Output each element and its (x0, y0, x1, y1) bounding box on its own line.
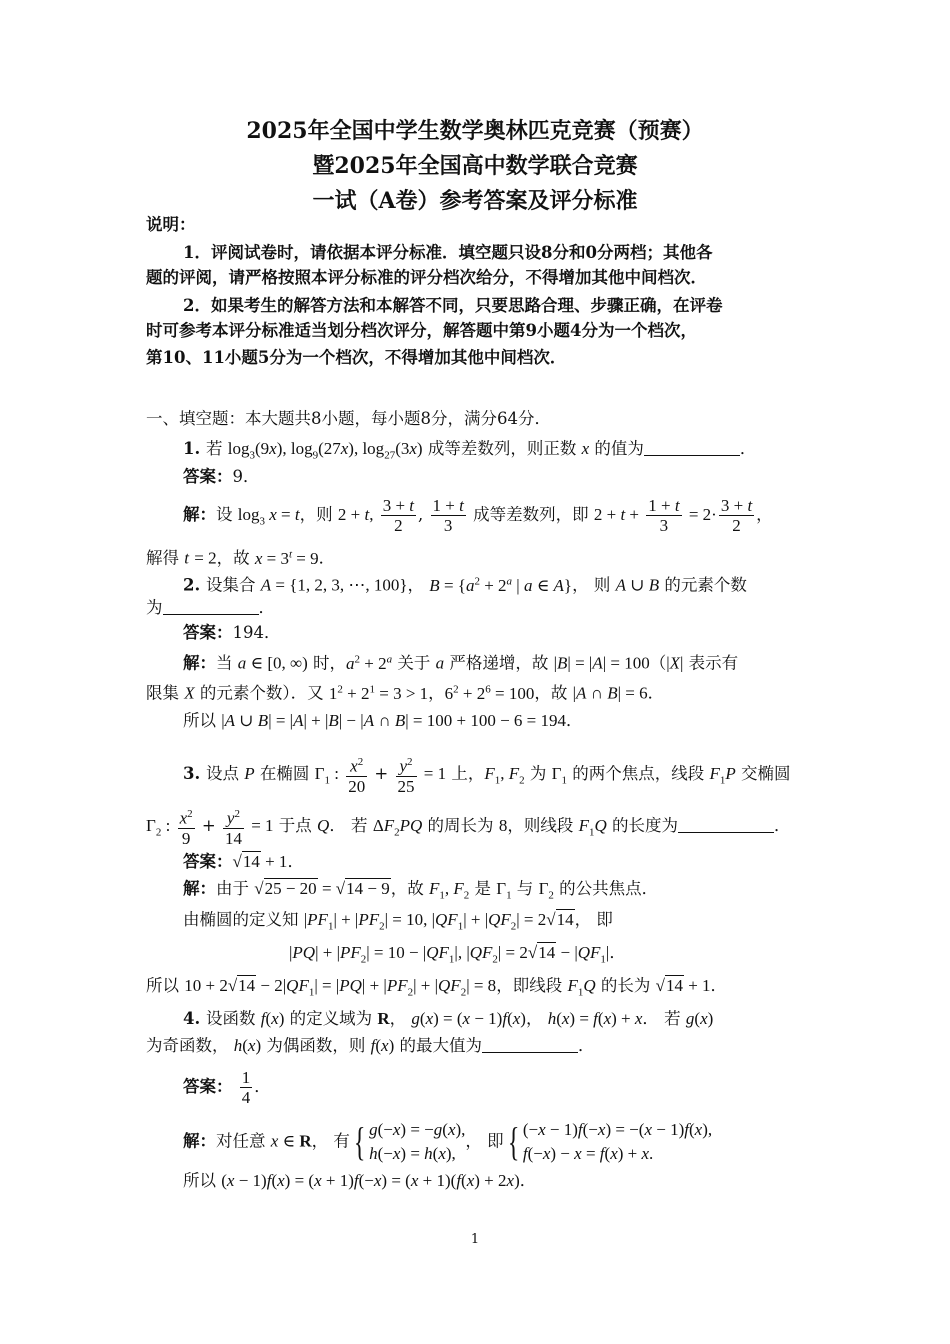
solution-3: 解：由于 √25 − 20 = √14 − 9，故 $F_1$, $F_2$ 是 $\Gamma_1$ 与 $\Gamma_2$ 的公共焦点． (183, 879, 659, 902)
answer-1: 答案：9． (183, 467, 260, 486)
title-line-3: 一试（A卷）参考答案及评分标准 (312, 188, 638, 214)
note-2-line-b: 时可参考本评分标准适当划分档次评分，解答题中第9小题4分为一个档次， (146, 321, 697, 340)
note-2-line-a: 2．如果考生的解答方法和本解答不同，只要思路合理、步骤正确，在评卷 (183, 296, 723, 315)
note-1-line-b: 题的评阅，请严格按照本评分标准的评分档次给分，不得增加其他中间档次． (146, 268, 707, 287)
answer-3: 答案：√14 + 1． (183, 852, 304, 871)
page-number: 1 (470, 1232, 480, 1247)
solution-2-end: 所以 |A ∪ B| = |A| + |B| − |A ∩ B| = 100 + 100 − 6 = 194． (183, 711, 583, 730)
section-1-heading: 一、填空题：本大题共8小题，每小题8分，满分64分． (146, 409, 551, 428)
note-1-line-a: 1．评阅试卷时，请依据本评分标准．填空题只设8分和0分两档；其他各 (183, 243, 713, 262)
problem-4: 4. 设函数 f(x) 的定义域为 R， g(x) = (x − 1)f(x)， h(x) = f(x) + x． 若 g(x) (183, 1009, 714, 1028)
title-line-1: 2025年全国中学生数学奥林匹克竞赛（预赛） (246, 118, 704, 144)
solution-1: 解：设 $\log_3 x = t$，则 2 + t, $\frac{3 + t}{2}$ , $\frac{1 + t}{3}$ 成等差数列，即 2 + t + $\frac{1 + t}{3}$ = 2· $\frac{3 + t}{2}$ ， (183, 496, 773, 535)
answer-2: 答案：194． (183, 623, 281, 642)
notes-heading: 说明： (146, 215, 196, 234)
title-line-2: 暨2025年全国高中数学联合竞赛 (312, 153, 638, 179)
problem-2: 2. 设集合 A = {1, 2, 3, ⋯, 100}， $B = \{a^2 + 2^a$ | a ∈ A}， 则 A ∪ B 的元素个数 (183, 575, 747, 595)
solution-1-cont: 解得 t = 2，故 $x = 3^t = 9$． (146, 548, 336, 568)
problem-3: 3. 设点 P 在椭圆 $\Gamma_1$ : $\frac{x^2}{20}$ + $\frac{y^2}{25}$ = 1 上，$F_1$, $F_2$ 为 $\Gamma_1$ 的两个焦点，线段 $F_1P$ 交椭圆 (183, 753, 791, 796)
solution-2: 解：当 a ∈ [0, ∞) 时，$a^2 + 2^a$ 关于 a 严格递增，故 |B| = |A| = 100（|X| 表示有 (183, 653, 739, 673)
solution-4-end: 所以 (x − 1)f(x) = (x + 1)f(−x) = (x + 1)(f(x) + 2x)． (183, 1171, 537, 1190)
problem-4-cont: 为奇函数， h(x) 为偶函数，则 f(x) 的最大值为 ． (146, 1036, 595, 1055)
solution-2-cont: 限集 X 的元素个数）．又 $1^2 + 2^1 = 3 > 1$，$6^2 + 2^6 = 100$，故 |A ∩ B| = 6． (146, 683, 665, 703)
answer-4: 答案： $\frac{1}{4}$ ． (183, 1068, 271, 1107)
solution-3-line-2: 由椭圆的定义知 $|PF_1| + |PF_2| = 10$, $|QF_1| + |QF_2| = 2√14$， 即 (183, 910, 613, 933)
solution-3-end: 所以 $10 + 2√14 - 2|QF_1| = |PQ| + |PF_2| + |QF_2| = 8$，即线段 $F_1Q$ 的长为 √14 + 1． (146, 976, 728, 999)
problem-1: 1. 若 $\log_3(9x)$, $\log_9(27x)$, $\log_{27}(3x)$ 成等差数列，则正数 x 的值为 ． (183, 439, 757, 462)
problem-2-cont: 为 ． (146, 598, 275, 617)
note-2-line-c: 第10、11小题5分为一个档次，不得增加其他中间档次． (146, 348, 567, 367)
solution-3-line-3: $|PQ| + |PF_2| = 10 - |QF_1|$, $|QF_2| = 2√14 - |QF_1|$． (289, 943, 626, 966)
problem-3-cont: $\Gamma_2$ : $\frac{x^2}{9}$ + $\frac{y^2}{14}$ = 1 于点 Q． 若 $\Delta F_2PQ$ 的周长为 8，则线段 $F_1Q$ 的长度为 ． (146, 805, 790, 848)
solution-4: 解：对任意 x ∈ R， 有{ g(−x) = −g(x), h(−x) = h(x), ， 即{ (−x − 1)f(−x) = −(x − 1)f(x), f(−x) − x = f(x) + x. (183, 1119, 713, 1164)
